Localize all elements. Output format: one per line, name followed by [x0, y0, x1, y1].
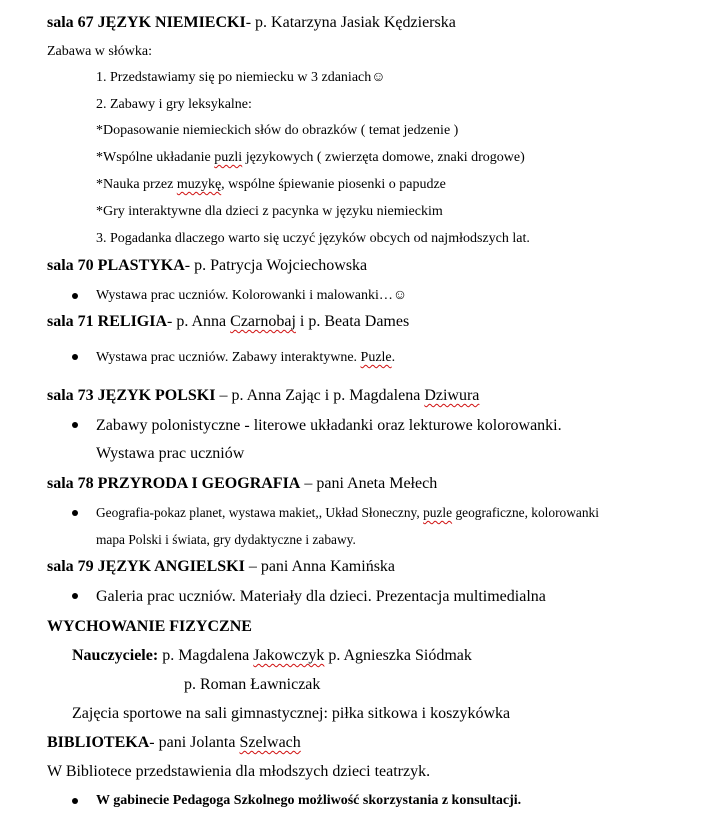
- spellcheck-word: Czarnobaj: [230, 313, 296, 330]
- teachers-label: Nauczyciele:: [72, 647, 159, 664]
- section-heading: sala 73 JĘZYK POLSKI: [47, 387, 216, 404]
- bullet-icon: [72, 798, 78, 804]
- bullet-text: [96, 506, 599, 519]
- section-religia-header: [47, 314, 409, 330]
- bullet-text: Wystawa prac uczniów: [96, 445, 245, 462]
- section-heading: BIBLIOTEKA: [47, 734, 150, 751]
- intro-text: Zabawa w słówka:: [47, 44, 152, 59]
- section-heading: sala 71 RELIGIA: [47, 313, 168, 330]
- bullet-icon: [72, 593, 78, 599]
- text-segment: *Wspólne układanie: [96, 150, 215, 165]
- spellcheck-word: Szelwach: [239, 734, 301, 751]
- teacher-name: p. Agnieszka Siódmak: [324, 647, 472, 664]
- list-item: 3. Pogadanka dlaczego warto się uczyć języków obcych od najmłodszych lat.: [96, 231, 530, 246]
- text-segment: .: [391, 350, 396, 365]
- bullet-text: mapa Polski i świata, gry dydaktyczne i zabawy.: [96, 532, 356, 547]
- teacher-name: i p. Beata Dames: [295, 313, 410, 330]
- spellcheck-word: muzykę: [176, 177, 222, 192]
- bullet-text: Wystawa prac uczniów. Kolorowanki i malowanki…☺: [96, 288, 408, 303]
- bullet-icon: [72, 510, 78, 516]
- bullet-icon: [72, 293, 78, 299]
- spellcheck-word: Dziwura: [424, 387, 480, 404]
- teacher-name: - p. Patrycja Wojciechowska: [184, 257, 368, 274]
- teacher-name: – pani Anna Kamińska: [244, 558, 396, 575]
- section-heading: sala 70 PLASTYKA: [47, 257, 185, 274]
- text-segment: Wystawa prac uczniów. Zabawy interaktywne.: [96, 350, 361, 365]
- section-heading: sala 67 JĘZYK NIEMIECKI: [47, 14, 246, 31]
- list-item: [96, 178, 446, 192]
- teacher-name: - p. Anna: [167, 313, 231, 330]
- list-item: *Dopasowanie niemieckich słów do obrazków ( temat jedzenie ): [96, 123, 459, 138]
- section-angielski-header: [47, 559, 395, 575]
- section-heading: WYCHOWANIE FIZYCZNE: [47, 618, 252, 635]
- text-segment: *Nauka przez: [96, 177, 177, 192]
- list-item: *Gry interaktywne dla dzieci z pacynka w języku niemieckim: [96, 204, 443, 219]
- section-heading: sala 78 PRZYRODA I GEOGRAFIA: [47, 475, 301, 492]
- list-item: 1. Przedstawiamy się po niemiecku w 3 zdaniach☺: [96, 70, 386, 85]
- bullet-icon: [72, 422, 78, 428]
- text-segment: geograficzne, kolorowanki: [452, 505, 599, 520]
- text-segment: , wspólne śpiewanie piosenki o papudze: [221, 177, 446, 192]
- bullet-icon: [72, 354, 78, 360]
- section-heading: sala 79 JĘZYK ANGIELSKI: [47, 558, 245, 575]
- section-niemiecki-header: [47, 15, 456, 31]
- teacher-name: – p. Anna Zając i p. Magdalena: [215, 387, 425, 404]
- bullet-text: Zabawy polonistyczne - literowe układanki oraz lekturowe kolorowanki.: [96, 417, 562, 434]
- bullet-text: [96, 794, 521, 808]
- teachers-line: p. Roman Ławniczak: [184, 676, 321, 693]
- teachers-line: [72, 648, 472, 664]
- section-biblioteka-header: [47, 735, 301, 751]
- teacher-name: p. Magdalena: [158, 647, 254, 664]
- biblioteka-text: W Bibliotece przedstawienia dla młodszych dzieci teatrzyk.: [47, 763, 431, 780]
- list-item: [96, 151, 525, 165]
- spellcheck-word: puzli: [214, 150, 243, 165]
- spellcheck-word: Puzle: [360, 350, 392, 365]
- section-polski-header: [47, 388, 479, 404]
- list-item: 2. Zabawy i gry leksykalne:: [96, 97, 252, 112]
- pedagog-text: W gabinecie Pedagoga Szkolnego możliwość skorzystania z konsultacji.: [96, 793, 522, 808]
- section-przyroda-header: [47, 476, 437, 492]
- bullet-text: [96, 351, 395, 365]
- teacher-name: - pani Jolanta: [149, 734, 240, 751]
- text-segment: językowych ( zwierzęta domowe, znaki drogowe): [242, 150, 525, 165]
- section-wf-header: [47, 619, 252, 635]
- bullet-text: Galeria prac uczniów. Materiały dla dzieci. Prezentacja multimedialna: [96, 588, 546, 605]
- spellcheck-word: Jakowczyk: [253, 647, 325, 664]
- teacher-name: - p. Katarzyna Jasiak Kędzierska: [245, 14, 456, 31]
- spellcheck-word: puzle: [423, 505, 453, 520]
- text-segment: Geografia-pokaz planet, wystawa makiet,, Układ Słoneczny,: [96, 505, 424, 520]
- activity-text: Zajęcia sportowe na sali gimnastycznej: piłka sitkowa i koszykówka: [72, 705, 511, 722]
- teacher-name: – pani Aneta Mełech: [300, 475, 438, 492]
- section-plastyka-header: [47, 258, 367, 274]
